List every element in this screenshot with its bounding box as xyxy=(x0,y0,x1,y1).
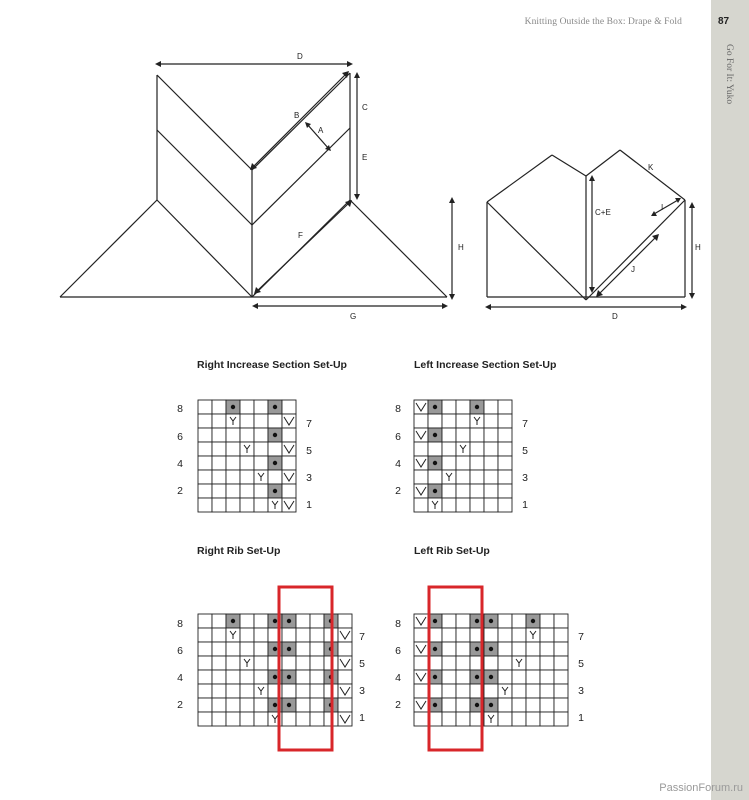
label-K: K xyxy=(648,163,654,172)
label-H: H xyxy=(458,243,464,252)
label-D-right: D xyxy=(612,312,618,321)
chart-title-right-increase: Right Increase Section Set-Up xyxy=(197,359,347,371)
watermark: PassionForum.ru xyxy=(659,782,743,794)
row-label: 5 xyxy=(578,658,584,670)
label-I: I xyxy=(661,203,664,212)
label-G: G xyxy=(350,312,357,321)
row-label: 4 xyxy=(177,458,183,470)
row-label: 7 xyxy=(522,418,528,430)
row-label: 8 xyxy=(177,403,183,415)
chart-left-rib xyxy=(414,614,568,726)
chart-title-right-rib: Right Rib Set-Up xyxy=(197,545,281,557)
chart-title-left-rib: Left Rib Set-Up xyxy=(414,545,490,557)
row-label: 1 xyxy=(522,499,528,511)
chapter-side-tab-label: Go For It: Yuko xyxy=(724,44,734,105)
row-label: 4 xyxy=(395,672,401,684)
label-F: F xyxy=(298,231,303,240)
row-label: 3 xyxy=(578,685,584,697)
row-label: 3 xyxy=(522,472,528,484)
row-label: 6 xyxy=(177,645,183,657)
row-label: 8 xyxy=(395,618,401,630)
row-label: 8 xyxy=(395,403,401,415)
row-label: 5 xyxy=(359,658,365,670)
label-A: A xyxy=(318,126,324,135)
row-label: 8 xyxy=(177,618,183,630)
row-label: 2 xyxy=(177,485,183,497)
label-J: J xyxy=(631,265,635,274)
row-label: 6 xyxy=(395,431,401,443)
row-label: 4 xyxy=(395,458,401,470)
row-label: 2 xyxy=(395,485,401,497)
row-label: 3 xyxy=(306,472,312,484)
label-B: B xyxy=(294,111,300,120)
row-label: 1 xyxy=(578,712,584,724)
label-H-right: H xyxy=(695,243,701,252)
row-label: 7 xyxy=(359,631,365,643)
row-label: 1 xyxy=(359,712,365,724)
chart-left-increase xyxy=(414,400,512,512)
row-label: 6 xyxy=(177,431,183,443)
chart-right-rib xyxy=(198,614,352,726)
running-title: Knitting Outside the Box: Drape & Fold xyxy=(524,17,682,27)
page-number: 87 xyxy=(718,16,730,27)
row-label: 1 xyxy=(306,499,312,511)
row-label: 2 xyxy=(395,699,401,711)
row-label: 2 xyxy=(177,699,183,711)
row-label: 6 xyxy=(395,645,401,657)
row-label: 4 xyxy=(177,672,183,684)
label-D: D xyxy=(297,52,303,61)
chart-title-left-increase: Left Increase Section Set-Up xyxy=(414,359,557,371)
row-label: 3 xyxy=(359,685,365,697)
row-label: 5 xyxy=(306,445,312,457)
label-C: C xyxy=(362,103,368,112)
row-label: 5 xyxy=(522,445,528,457)
row-label: 7 xyxy=(578,631,584,643)
chart-right-increase xyxy=(198,400,296,512)
label-E: E xyxy=(362,153,368,162)
row-label: 7 xyxy=(306,418,312,430)
label-C-plus-E: C+E xyxy=(595,208,611,217)
